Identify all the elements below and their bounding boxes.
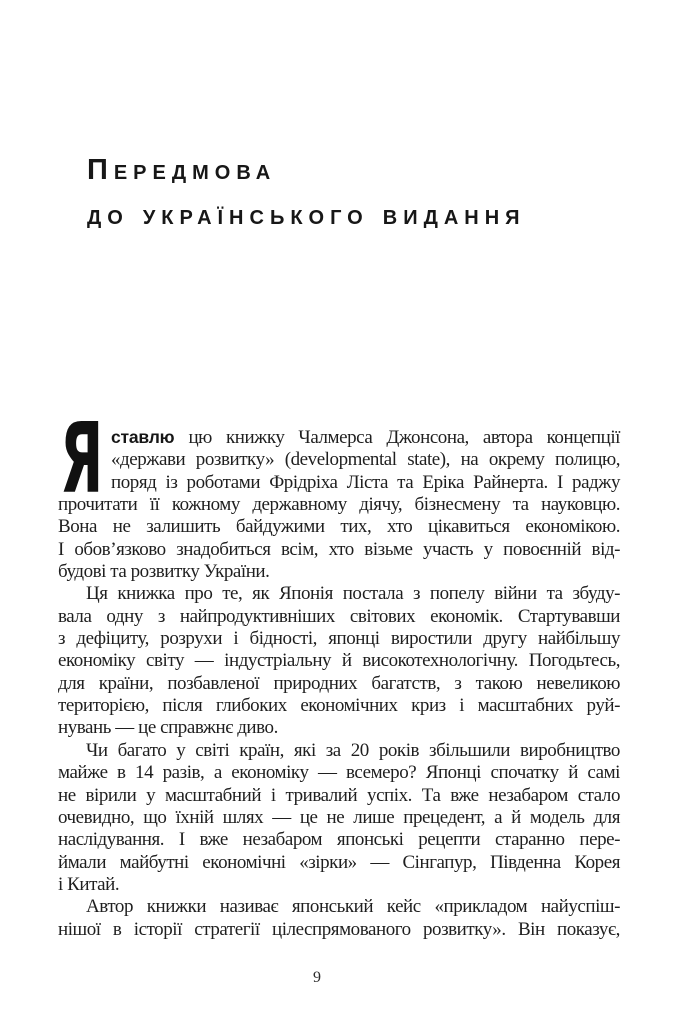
text-line: Чи багато у світі країн, які за 20 років збільшили виробництво [86, 739, 620, 761]
body-text [58, 402, 620, 941]
text-line: Автор книжки називає японський кейс «прикладом найуспіш- [86, 896, 620, 918]
page-number: 9 [313, 969, 321, 986]
text-line: економіку світу — індустріальну й високотехнологічну. Погодьтесь, [58, 650, 620, 672]
paragraph [58, 740, 620, 896]
text-line: не вірили у масштабний і тривалий успіх. Та вже незабаром стало [58, 784, 620, 806]
lead-word: ставлю [111, 427, 175, 447]
text-line: «держави розвитку» (developmental state), на окрему полицю, [111, 449, 620, 471]
text-line: Вона не залишить байдужими тих, хто цікавиться економікою. [58, 516, 620, 538]
text-line: для країни, позбавленої природних багатств, з такою невеликою [58, 672, 620, 694]
chapter-title-line2: до українського видання [87, 199, 526, 231]
chapter-title [87, 148, 526, 238]
paragraph [58, 583, 620, 739]
text-line: Ця книжка про те, як Японія постала з попелу війни та збуду- [86, 583, 620, 605]
paragraph [58, 896, 620, 941]
text-line: І обов’язково знадобиться всім, хто візьме участь у повоєнній від- [58, 538, 620, 560]
text-line: наслідування. І вже незабаром японські рецепти старанно пере- [58, 829, 620, 851]
text-line: майже в 14 разів, а економіку — всемеро? Японці спочатку й самі [58, 762, 620, 784]
text-line: і Китай. [58, 873, 120, 895]
chapter-title-line1: Передмова [87, 154, 277, 186]
text-line: ставлю цю книжку Чалмерса Джонсона, автора концепції [111, 427, 620, 448]
text-line: нувань — це справжнє диво. [58, 717, 278, 739]
text-line: прочитати її кожному державному діячу, бізнесмену та науковцю. [58, 494, 620, 516]
text-line: нішої в історії стратегії цілеспрямованого розвитку». Він показує, [58, 918, 620, 940]
dropcap-letter: Я [60, 402, 104, 515]
text-line: будові та розвитку України. [58, 561, 270, 583]
text-line: територією, після глибоких економічних криз і масштабних руй- [58, 695, 620, 717]
paragraph [58, 426, 620, 583]
text-line: поряд із роботами Фрідріха Ліста та Еріка Райнерта. І раджу [111, 471, 620, 493]
text-line: очевидно, що їхній шлях — це не лише прецедент, а й модель для [58, 806, 620, 828]
text-line: з дефіциту, розрухи і бідності, японці виростили другу найбільшу [58, 628, 620, 650]
text-line: вала одну з найпродуктивніших світових економік. Стартувавши [58, 605, 620, 627]
text-line: ймали майбутні економічні «зірки» — Сінгапур, Південна Корея [58, 851, 620, 873]
